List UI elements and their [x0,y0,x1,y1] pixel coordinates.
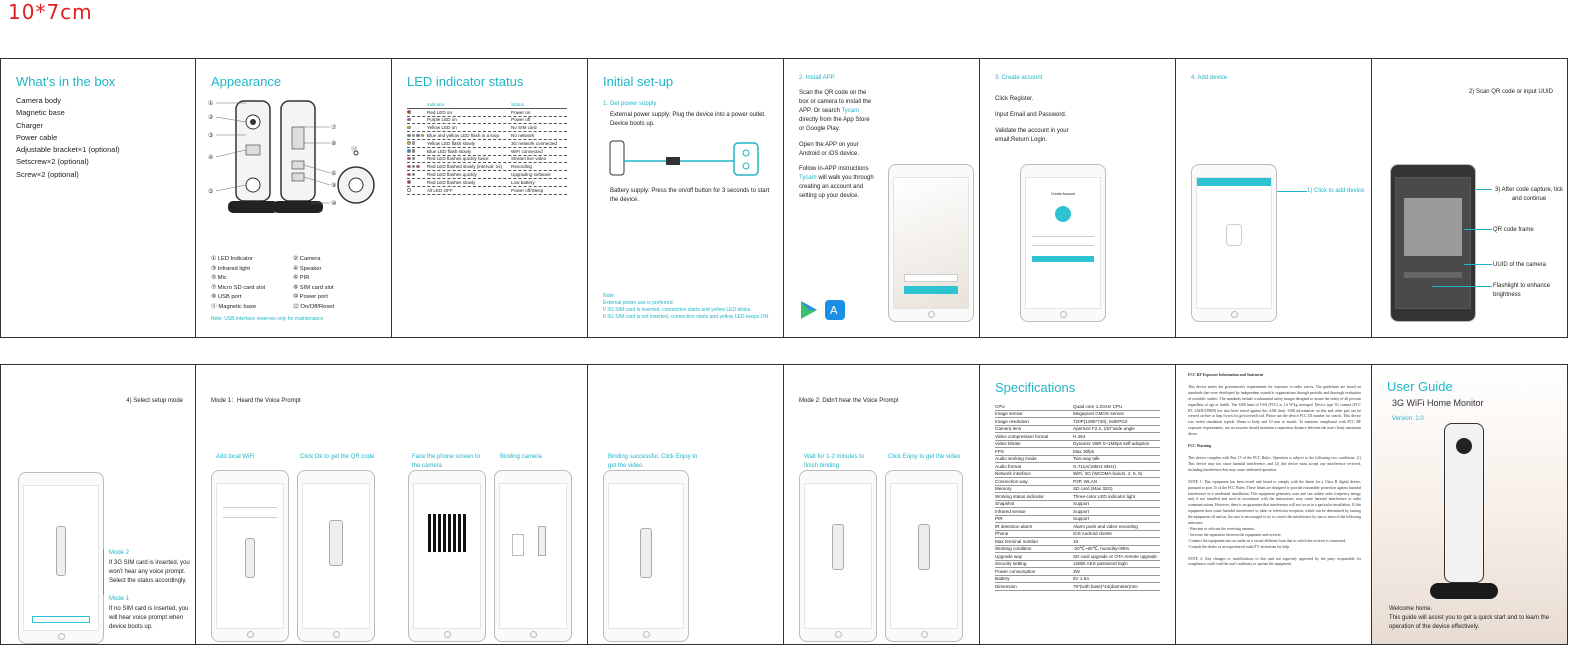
table-cell: Yellow LED on [427,125,457,131]
fcc-bullet: -Connect the equipment into an outlet on a circuit different from that to which the receiver is connected. [1188,538,1347,543]
svg-text:A: A [830,304,838,317]
appearance-note: Note: USB interface reserves only for maintenance [211,316,324,322]
setup-title: Initial set-up [603,74,674,89]
table-cell: Red LED flashes quickly twice [427,156,489,162]
scan-annot: UUID of the camera [1493,262,1547,268]
led-dots [407,164,427,169]
led-table [407,101,567,195]
setup-step: 1. Get power supply [603,101,657,107]
table-cell: IR detection alarm [995,523,1033,529]
table-cell: Security setting [995,561,1027,567]
legend-item: ⑪ Magnetic base [211,303,257,310]
list-item: Input Email and Password. [995,112,1067,118]
spec-title: Specifications [995,380,1076,395]
panel-account [980,59,1176,337]
table-cell: Video compression format [995,433,1049,439]
table-row [407,132,567,140]
install-open: Open the APP on your Android or iOS device. [799,142,860,157]
panel-add [1176,59,1372,337]
table-row [995,523,1160,531]
box-title: What's in the box [16,74,116,89]
table-cell: Upgrade way [995,553,1023,559]
phone-mockup [1191,164,1277,322]
note-item: If 3G SIM card is inserted, connection starts and yellow LED blinks. [603,307,752,313]
phone-mockup [297,470,375,642]
table-cell: No SIM card [511,125,537,131]
fcc-warning-title: FCC Warning [1188,444,1212,449]
legend-item: ⑧ SIM card slot [293,284,334,291]
table-cell: Dimension [995,583,1017,589]
list-item: Screw×2 (optional) [16,169,79,179]
table-cell: Max 30fps [1073,448,1095,454]
table-cell: Camera lens [995,426,1022,432]
table-row [995,561,1160,569]
table-cell: 3G network connected [511,140,557,146]
svg-text:②: ② [208,114,214,121]
table-cell: WiFi connected [511,148,543,154]
table-row [407,179,567,187]
legend-item: ⑦ Micro SD card slot [211,284,266,291]
table-cell: iOS Android clients [1073,531,1112,537]
led-dots [407,149,427,154]
table-row [995,448,1160,456]
legend-item: ⑩ Power port [293,294,328,300]
legend-item: ⑥ PIR [293,275,310,281]
phone-mockup [1020,164,1106,322]
svg-text:⑧: ⑧ [331,140,337,147]
cover-welcome-text: This guide will assist you to get a quick start and to learn the operation of the device effectively. [1389,615,1550,630]
table-cell: Network interface [995,471,1031,477]
table-row [407,171,567,179]
table-cell: -20℃~60℃, humidity<95% [1073,545,1130,551]
box-list [16,95,120,181]
led-dots [407,156,427,161]
fcc-bullet: -Consult the dealer or an experienced radio/TV technician for help. [1188,544,1290,549]
list-item: Magnetic base [16,108,65,118]
panel-led [392,59,588,337]
note-title: Note: [603,293,615,299]
list-item: Camera body [16,96,62,105]
mode-label: 4) Select setup mode [126,398,183,404]
table-cell: Recording [511,164,532,170]
mode2-caption: Wait for 1-2 minutes to finish binding [804,454,865,469]
list-item: Power cable [16,132,58,142]
table-row [995,576,1160,584]
mode1b-caption: Binding camera [500,454,542,460]
appearance-legend [211,255,375,312]
table-row [995,456,1160,464]
table-cell: SD card (Max 32G) [1073,486,1113,492]
led-dots [407,188,427,193]
mode1b-caption: Face the phone screen to the camera [412,454,481,469]
install-step: 2. Install APP [799,75,835,81]
table-cell: Power on [511,109,531,115]
table-cell: Red LED on [427,109,453,115]
table-cell: Alarm push and video recording [1073,523,1138,529]
account-lines [995,91,1145,145]
table-cell: Red LED flashed slowly (interval: 1s) [427,164,503,170]
table-row [995,538,1160,546]
setup-notes [603,293,769,321]
table-cell: PIR [995,516,1003,522]
table-row [995,516,1160,524]
table-cell: Red LED flashes quickly [427,172,477,178]
column-header: Status [511,101,525,107]
svg-text:⑤: ⑤ [208,188,214,195]
led-dots [407,180,427,185]
table-row [995,463,1160,471]
phone-mockup [494,470,572,642]
table-cell: CPU [995,403,1005,409]
svg-text:④: ④ [208,154,214,161]
phone-mockup [211,470,289,642]
table-cell: Support [1073,501,1090,507]
product-base [1430,583,1498,599]
table-row [407,148,567,156]
scan-annot: Flashlight to enhance brightness [1493,283,1551,298]
svg-text:⑫: ⑫ [351,146,358,153]
table-cell: Stream live video [511,156,547,162]
table-cell: Image resolution [995,418,1029,424]
install-text: Scan the QR code on the box or camera to install the APP. Or search Tycam directly from the App Store or Google Play. [799,90,872,132]
screen-title: Create Account [1051,192,1075,196]
table-row [407,187,567,195]
panel-bind [588,365,784,644]
table-cell: Audio working mode [995,456,1037,462]
led-dots [407,141,427,146]
setup-battery: Battery supply: Press the on/off button for 3 seconds to start the device. [610,188,770,203]
table-cell: Image sensor [995,411,1023,417]
list-item: Click Register. [995,96,1034,102]
top-strip [0,58,1568,338]
led-dots [407,125,427,130]
table-cell: H.264 [1073,433,1086,439]
fcc-title: FCC RF Exposure Information and Statement [1188,373,1264,377]
table-row [995,553,1160,561]
table-cell: Working status indicator [995,493,1044,499]
panel-scan [1372,59,1568,337]
legend-item: ③ Infrared light [211,265,251,272]
camera-diagram [206,97,386,217]
table-cell: Blue LED flash slowly [427,148,472,154]
add-step: 4. Add device [1191,75,1228,81]
panel-cover [1372,365,1568,644]
table-cell: Snapshot [995,501,1015,507]
mode2-caption: Click Enjoy to get the video [888,454,961,460]
phone-mockup [18,472,104,644]
led-dots [407,133,427,138]
panel-install [784,59,980,337]
table-cell: Purple LED on [427,117,457,123]
table-cell: Audio format [995,463,1022,469]
fcc-bullet: - Reorient or relocate the receiving antenna. [1188,526,1255,531]
fcc-bullet: - Increase the separation between the equipment and receiver. [1188,532,1282,537]
table-cell: Support [1073,516,1090,522]
table-row [407,163,567,171]
led-title: LED indicator status [407,74,524,89]
table-cell: P2P, WLAN [1073,478,1097,484]
list-item: Validate the account in your email.Return Login. [995,128,1069,143]
mode1-caption: Click Ok to get the QR code [300,454,375,460]
table-cell: Yellow LED flash slowly [427,140,476,146]
list-item: Adjustable bracket×1 (optional) [16,145,120,155]
table-cell: Low battery [511,179,535,185]
table-cell: Power off [511,117,531,123]
table-cell: 75*(with base)*44(diameter)mm [1073,583,1138,589]
fcc-paragraph: This device complies with Part 15 of the FCC Rules. Operation is subject to the following two conditions: (1) This device may not cause harmful interference, and (2) this device must accept any interference received, including interference that may cause undesired operation. [1188,455,1361,472]
table-cell: Quad core 1.2GHz CPU [1073,403,1123,409]
panel-mode1 [196,365,588,644]
table-cell: Working condition [995,546,1032,552]
power-diagram [606,139,776,179]
cover-welcome: Welcome home. [1389,606,1433,612]
scan-annot: QR code frame [1493,227,1534,233]
svg-text:③: ③ [208,132,214,139]
table-row [995,478,1160,486]
table-cell: 10 [1073,538,1079,544]
note-item: If 3G SIM card is not inserted, connection starts and yellow LED keeps ON. [603,314,770,320]
legend-item: ② Camera [293,256,321,262]
table-cell: Connection way [995,478,1028,484]
table-cell: Blue and yellow LED flash in a loop [427,133,500,139]
table-cell: No network [511,133,535,139]
list-item: Charger [16,120,44,130]
note-item: External power use is preferred. [603,300,674,306]
cover-subtitle: 3G WiFi Home Monitor [1392,398,1484,408]
svg-text:⑦: ⑦ [331,124,337,131]
phone-mockup [408,470,486,642]
mode2-title: Mode 2 [109,550,130,556]
appearance-title: Appearance [211,74,282,89]
table-row [407,140,567,148]
table-row [995,426,1160,434]
legend-item: ⑫ On/Off/Reset [293,303,335,310]
table-cell: All LED OFF [427,187,453,193]
mode1-title: Mode 1 [109,596,130,602]
phone-mockup [603,470,689,642]
table-cell: Two-way talk [1073,456,1100,462]
table-cell: 720P(1280*720), MJEPG2 [1073,418,1128,424]
table-row [995,441,1160,449]
table-row [995,403,1160,411]
table-cell: Phone [995,531,1009,537]
table-cell: Battery [995,576,1010,582]
panel-mode2 [784,365,980,644]
mode1-caption: Add local WiFi [216,454,255,460]
panel-box [0,59,196,337]
table-row [995,411,1160,419]
legend-item: ① LED Indicator [211,256,253,262]
svg-text:①: ① [208,100,214,107]
setup-ext: External power supply: Plug the device into a power outlet. Device boots up. [610,112,766,127]
led-dots [407,117,427,122]
product-image [1444,423,1484,583]
table-cell: Infrared sensor [995,508,1026,514]
table-cell: Memory [995,486,1012,492]
table-cell: 3W [1073,568,1080,574]
phone-mockup [885,470,963,642]
scan-label: 2) Scan QR code or input UUID [1468,89,1553,95]
led-dots [407,172,427,177]
led-dots [407,110,427,115]
fcc-text [1188,373,1361,568]
table-cell: Video bitrate [995,441,1021,447]
table-cell: Aperture F2.2, 110°wide angle [1073,426,1135,432]
legend-item: ⑤ Mic [211,275,227,281]
table-cell: 128bit AES password login [1073,561,1128,567]
table-row [995,508,1160,516]
mode1-heading: Mode 1：Heard the Voice Prompt [211,398,301,404]
install-follow: Follow in-APP instructions Tycam will walk you through creating an account and setting up your device. [799,166,874,199]
table-cell: 5V 1.5A [1073,576,1090,582]
list-item: Setscrew×2 (optional) [16,157,89,167]
legend-item: ⑨ USB port [211,294,242,300]
table-cell: FPS [995,448,1004,454]
fcc-paragraph: NOTE 1: This equipment has been tested and found to comply with the limits for a Class B digital device, pursuant to part 15 of the FCC Rules. These limits are designed to provide reasonable protection against harmful interference in a residential installation. This equipment generates, uses and can radiate radio frequency energy and, if not installed and used in accordance with the instructions, may cause harmful interference to radio communications. However, there is no guarantee that interference will not occur in a particular installation. If this equipment does cause harmful interference to radio or television reception, which can be determined by turning the equipment off and on, the user is encouraged to try to correct the interference by one or more of the following measures: [1188,479,1361,526]
table-row [995,471,1160,479]
mode1-text: If no SIM card is inserted, you will hear voice prompt when device boots up. [109,606,189,630]
table-cell: WiFi, 3G (WCDMA band1, 2, 5, 8) [1073,471,1143,477]
table-row [995,583,1160,591]
table-row [995,568,1160,576]
phone-mockup [799,470,877,642]
table-cell: SD card upgrade or OTA remote upgrade [1073,553,1157,559]
table-cell: Megapixel CMOS sensor [1073,411,1125,417]
cover-title: User Guide [1387,379,1453,394]
table-row [407,124,567,132]
svg-text:⑥: ⑥ [331,170,337,177]
table-row [407,117,567,125]
bind-caption: Binding successful. Click Enjoy to get the video. [608,454,698,469]
panel-fcc [1176,365,1372,644]
mode2-text: If 3G SIM card is inserted, you won't hear any voice prompt. Select the status accordingly. [109,560,190,584]
cover-version: Version: 2.0 [1392,416,1424,422]
size-label: 10*7cm [8,0,93,24]
mode2-heading: Mode 2: Didn't hear the Voice Prompt [799,398,899,404]
phone-mockup [1390,164,1476,322]
table-cell: Dynamic VBR 0~1Mbps self-adaption [1073,441,1150,447]
store-icon [799,299,849,321]
spec-table [995,403,1160,591]
fcc-paragraph: NOTE 2: Any changes or modifications to this unit not expressly approved by the party responsible for compliance could void the user's authority to operate the equipment. [1188,556,1361,567]
table-cell: Red LED flashes slowly [427,179,476,185]
table-row [995,493,1160,501]
table-cell: G.711A(16kHz 8kHz) [1073,463,1117,469]
account-step: 3. Create account [995,75,1043,81]
panel-mode-select [0,365,196,644]
svg-text:⑨: ⑨ [331,182,337,189]
table-cell: Three-color LED indicator light [1073,493,1136,499]
table-row [995,501,1160,509]
add-label: 1) Click to add device [1307,188,1365,194]
legend-item: ④ Speaker [293,265,322,272]
scan-annot: 3) After code capture, tick and continue [1494,187,1564,202]
table-row [407,109,567,117]
table-cell: Max terminal number [995,538,1039,544]
table-cell: Power off/Sleep [511,187,544,193]
table-cell: Upgrading software [511,172,551,178]
panel-appearance [196,59,392,337]
table-cell: Support [1073,508,1090,514]
table-cell: Power consumption [995,568,1036,574]
table-header [407,101,567,109]
panel-setup [588,59,784,337]
table-row [995,531,1160,539]
svg-text:⑩: ⑩ [331,200,337,207]
column-header: Indicator [427,101,445,107]
fcc-paragraph: This device meets the government's requirements for exposure to radio waves. The guidelines are based on standards that were developed by independent scientific organizations through periodic and thorough evaluation of scientific studies. The standards include a substantial safety margin designed to assure the safety of all persons regardless of age or health. The SAR limit of USA (FCC) is 1.6 W/kg averaged. Device type 3G camera (FCC ID: 2AHUJTB09) has also been tested against this SAR limit. SAR information on this and other pad can be viewed on-line at http://www.fcc.gov/oet/ea/fccid. Please use the device FCC ID number for search. This device was tested simulation typical 10mm to body and 10 mm to mouth. To maintain compliance with FCC RF exposure requirements, use accessories should maintain a separation distance between the user's body maximum above. [1188,384,1361,437]
table-row [995,546,1160,554]
panel-spec [980,365,1176,644]
phone-mockup [888,164,974,322]
table-row [995,433,1160,441]
table-row [995,486,1160,494]
bottom-strip [0,364,1568,645]
table-row [995,418,1160,426]
table-row [407,156,567,164]
